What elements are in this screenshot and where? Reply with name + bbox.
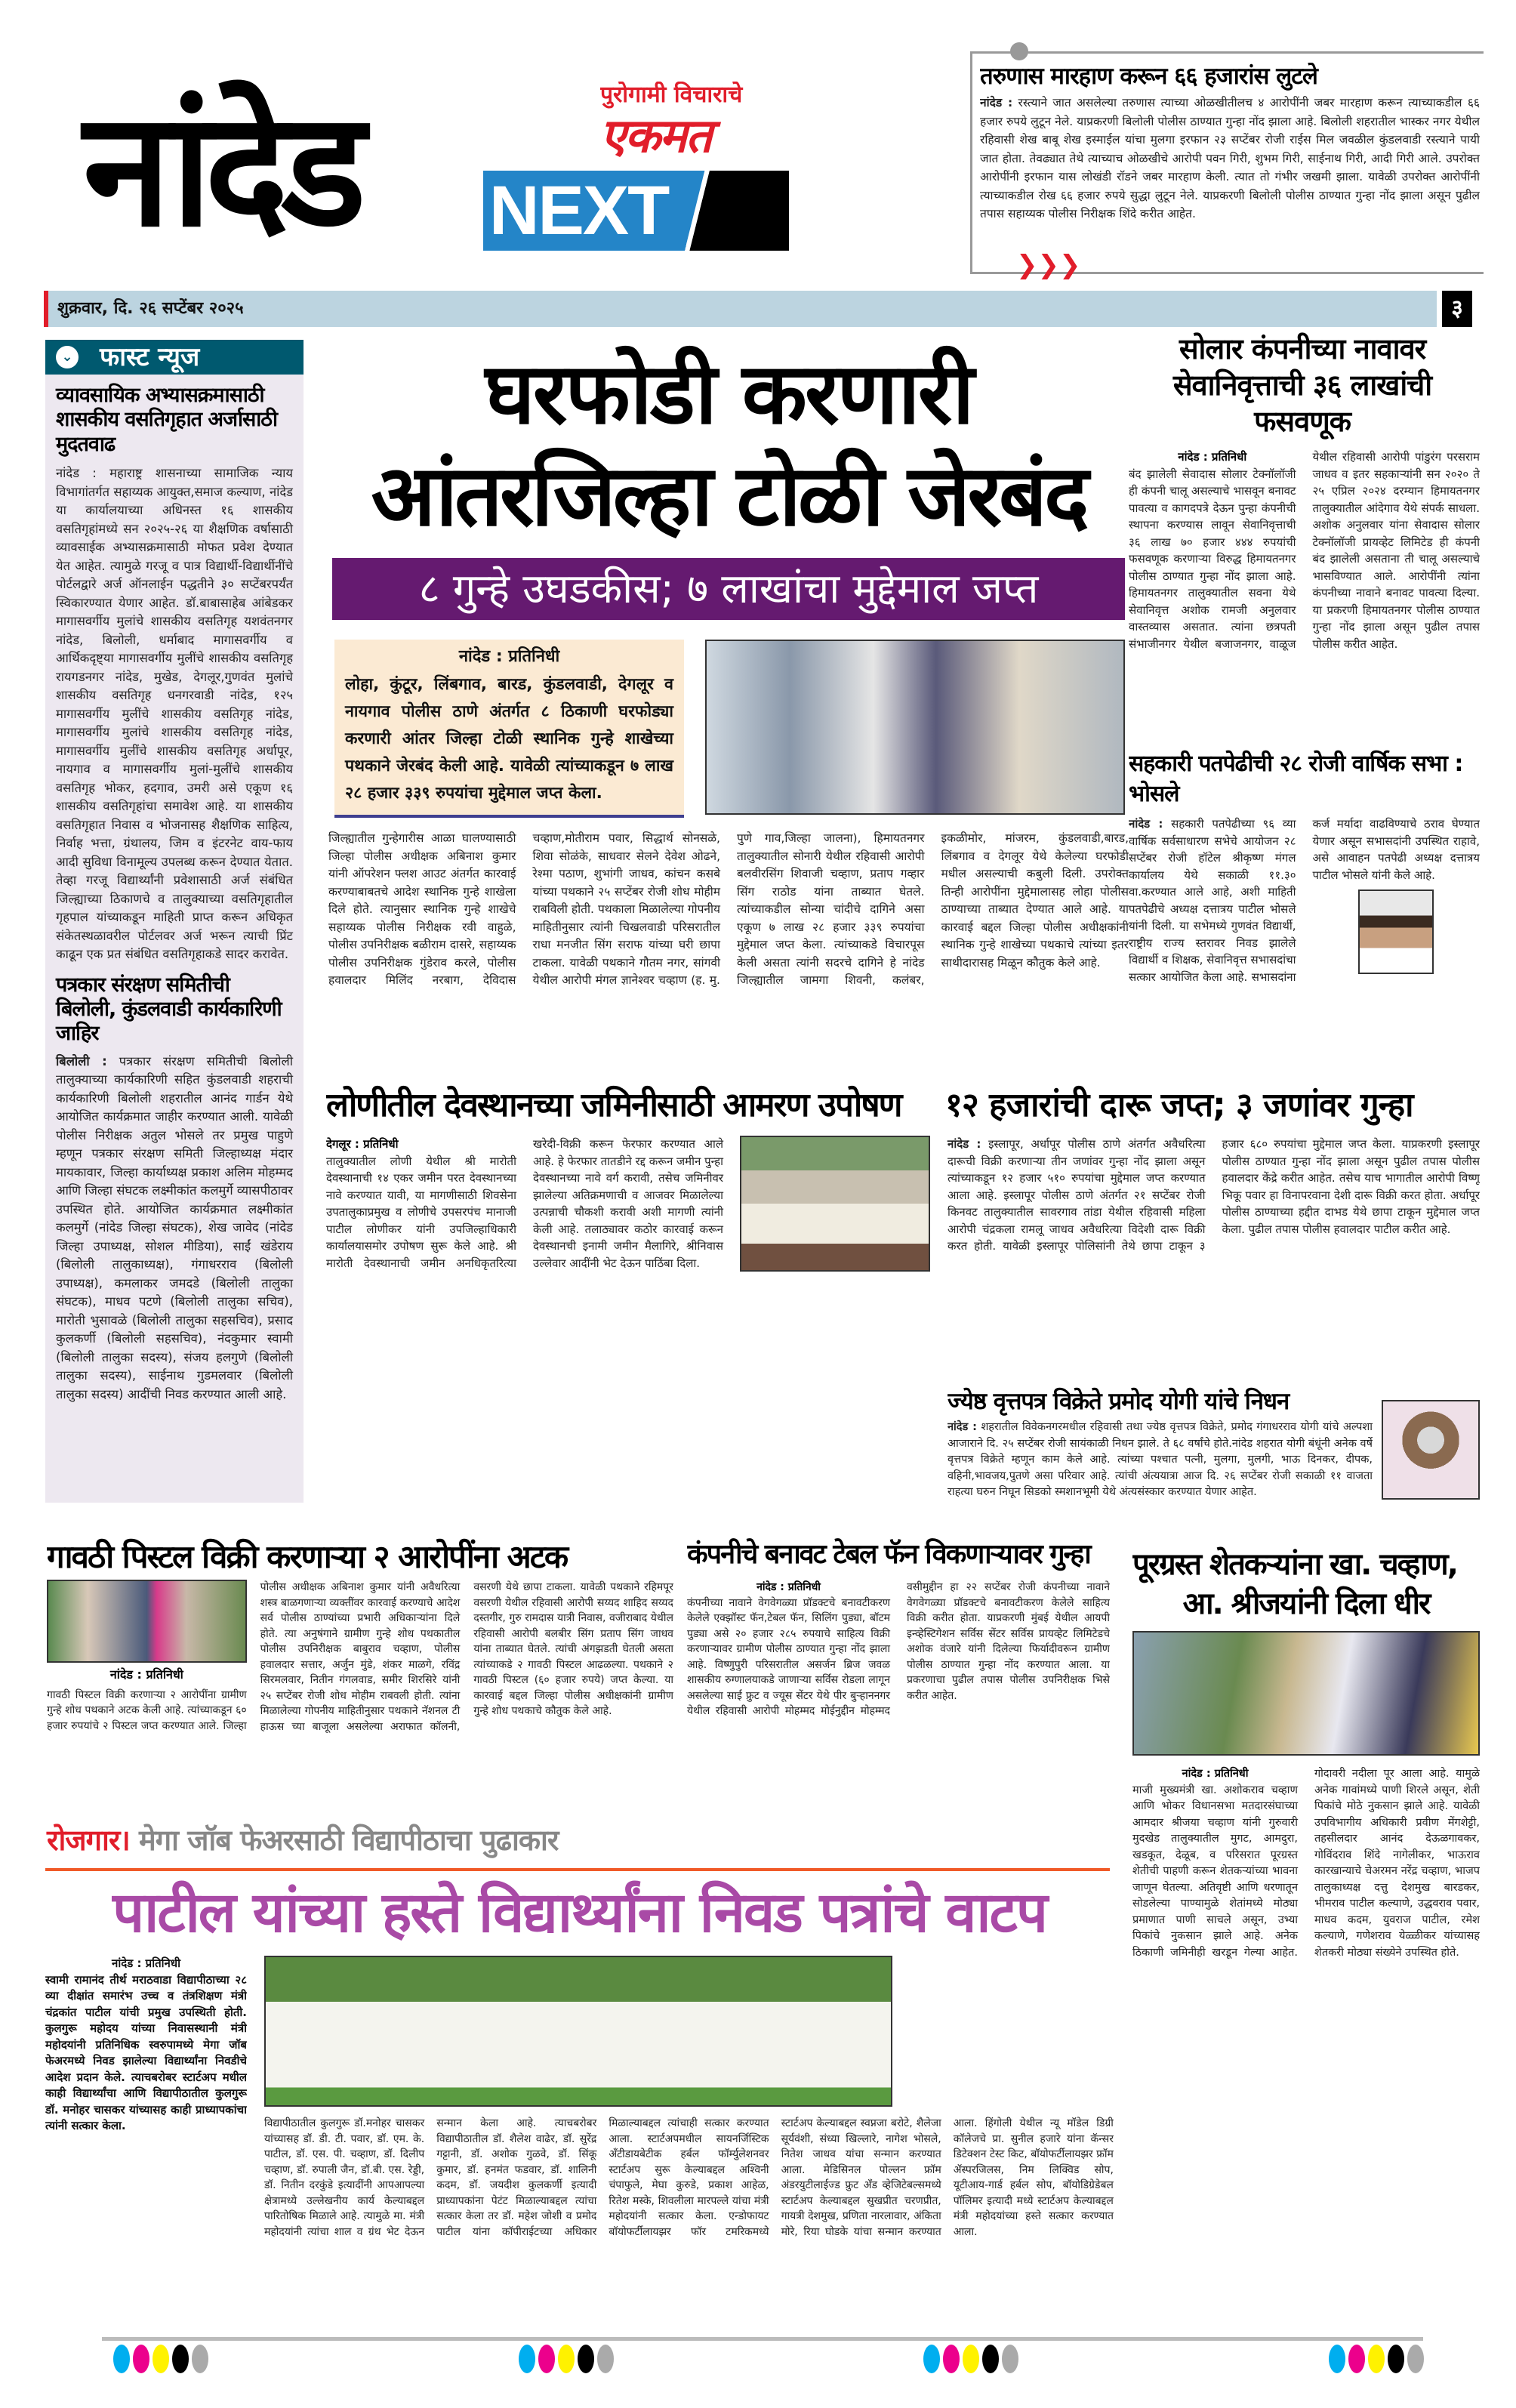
double-chevron-down-icon: ⌄: [56, 346, 79, 368]
fast-news-body-1: नांदेड : महाराष्ट्र शासनाच्या सामाजिक न्याय विभागांतर्गत सहाय्यक आयुक्त,समाज कल्याण, नांदेड या कार्यालयाच्या अधिनस्त १६ शासकीय वसतिगृहांमध्ये सन २०२५-२६ या शैक्षणिक वर्षासाठी व्यावसाईक अभ्यासक्रमासाठी मोफत प्रवेश देण्यात येत आहेत. त्यामुळे गरजू व पात्र विद्यार्थी-विद्यार्थीनींचे पोर्टलद्वारे अर्ज ऑनलाईन पद्धतीने ३० सप्टेंबरपर्यंत स्विकारण्यात येणार आहेत. डॉ.बाबासाहेब आंबेडकर मागासवर्गीय मुलांचे शासकीय वसतिगृह यशवंतनगर नांदेड, बिलोली, धर्माबाद मागासवर्गीय व आर्थिकदृष्ट्या मागासवर्गीय मुलींचे शासकीय वसतिगृह रायगडनगर नांदेड, मुखेड, देगलूर,गुणवंत मुलांचे शासकीय वसतिगृह धनगरवाडी नांदेड, १२५ मागासवर्गीय मुलींचे शासकीय वसतिगृह नांदेड, मागासवर्गीय मुलांचे शासकीय वसतिगृह नांदेड, मागासवर्गीय मुलींचे शासकीय वसतिगृह अर्धापूर, नायगाव व मागासवर्गीय मुलां-मुलींचे शासकीय वसतिगृह भोकर, हदगाव, उमरी असे एकूण १६ शासकीय वसतिगृहांचा समावेश आहे. या शासकीय वसतिगृहात निवास व भोजनासह शैक्षणिक साहित्य, निर्वाह भत्ता, ग्रंथालय, जिम व इंटरनेट वाय-फाय आदी सुविधा विनामूल्य उपलब्ध करून देण्यात येतात. तेव्हा गरजू विद्यार्थ्यांनी प्रवेशासाठी अर्ज संबंधित जिल्ह्याच्या ठिकाणचे व तालुक्याच्या वसतिगृहातील गृहपाल यांच्याकडून माहिती प्राप्त करून अधिकृत संकेतस्थळावरील पोर्टलवर अर्ज भरून त्याची प्रिंट काढून एक प्रत संबंधित वसतिगृहाकडे सादर करावेत.: [56, 466, 293, 962]
pistol-story: [47, 1537, 673, 1805]
box-pin: [1010, 42, 1028, 60]
masthead-logo: [83, 72, 476, 268]
rojgar-intro-text: स्वामी रामानंद तीर्थ मराठवाडा विद्यापीठाच्या २८ व्या दीक्षांत समारंभ उच्च व तंत्रशिक्षण मंत्री चंद्रकांत पाटील यांची प्रमुख उपस्थिती होती. कुलगुरू महोदय यांच्या निवासस्थानी मंत्री महोदयांनी प्रतिनिधिक स्वरुपामध्ये मेगा जॉब फेअरमध्ये निवड झालेल्या विद्यार्थ्यांना निवडीचे आदेश प्रदान केले. त्याचबरोबर स्टार्टअप मधील काही विद्यार्थ्यांचा आणि विद्यापीठातील कुलगुरू डॉ. मनोहर चासकर यांच्यासह काही प्राध्यापकांचा त्यांनी सत्कार केला.: [45, 1972, 247, 2132]
lead-subhead: ८ गुन्हे उघडकीस; ७ लाखांचा मुद्देमाल जप्त: [418, 565, 1039, 612]
lead-summary-box: [334, 640, 684, 818]
loni-body: [326, 1136, 930, 1501]
top-news-body: [980, 94, 1480, 251]
yogi-dateline: नांदेड :: [948, 1421, 977, 1433]
daru-headline: १२ हजारांची दारू जप्त; ३ जणांवर गुन्हा: [945, 1086, 1413, 1124]
lead-summary: लोहा, कुंटूर, लिंबगाव, बारड, कुंडलवाडी, देगलूर व नायगाव पोलीस ठाणे अंतर्गत ८ ठिकाणी घरफोड्या करणारी आंतर जिल्हा टोळी स्थानिक गुन्हे शाखेच्या पथकाने जेरबंद केली आहे. यावेळी त्यांच्याकडून ७ लाख २८ हजार ३३९ रुपयांचा मुद्देमाल जप्त केला.: [345, 675, 673, 803]
solar-story: [1125, 331, 1480, 742]
dateline: बिलोली :: [56, 1053, 107, 1068]
lead-summary-row: [334, 640, 1125, 818]
daru-body: [945, 1136, 1480, 1379]
fast-news-text-2: पत्रकार संरक्षण समितीची बिलोली तालुक्याच्या कार्यकारिणी सहित कुंडलवाडी शहराची कार्यकारिणी बिलोली शहरातील आनंद गार्डन येथे आयोजित कार्यक्रमात जाहीर करण्यात आली. यावेळी पोलीस निरीक्षक अतुल भोसले तर प्रमुख पाहुणे म्हणून पत्रकार संरक्षण समिती जिल्हाध्यक्ष मंदार मायकावार, जिल्हा कार्याध्यक्ष प्रकाश अलिम मोहम्मद आणि जिल्हा संघटक लक्ष्मीकांत कलमुर्गे व्यासपीठावर उपस्थित होते. आयोजित कार्यक्रमात लक्ष्मीकांत कलमुर्गे (नांदेड जिल्हा संघटक), शेख जावेद (नांदेड जिल्हा उपाध्यक्ष, सोशल मीडिया), साईं खंडेराय (बिलोली तालुकाध्यक्ष), गंगाधरराव (बिलोली उपाध्यक्ष), कमलाकर जमदडे (बिलोली तालुका संघटक), माधव पटणे (बिलोली तालुका सचिव), मारोती भुसावळे (बिलोली तालुका सहसचिव), प्रसाद कुलकर्णी (बिलोली सहसचिव), नंदकुमार स्वामी (बिलोली तालुका सदस्य), संजय हलगुणे (बिलोली तालुका सदस्य), साईनाथ गुडमलवार (बिलोली तालुका सदस्य) आदींची निवड करण्यात आली आहे.: [56, 1053, 293, 1401]
fan-body: [687, 1580, 1110, 1805]
rojgar-story: [45, 1821, 1114, 2331]
pistol-text: गावठी पिस्टल विक्री करणाऱ्या २ आरोपींना ग्रामीण गुन्हे शोध पथकाने अटक केली आहे. त्यांच्याकडून ६० हजार रुपयांचे २ पिस्टल जप्त करण्यात आले. जिल्हा पोलीस अधीक्षक अबिनाश कुमार यांनी अवैधरित्या शस्त्र बाळगणाऱ्या व्यक्तींवर कारवाई करण्याचे आदेश सर्व पोलीस ठाण्यांच्या प्रभारी अधिकाऱ्यांना दिले होते. त्या अनुषंगाने ग्रामीण गुन्हे शोध पथकातील पोलीस उपनिरीक्षक बाबुराव चव्हाण, पोलीस हवालदार सत्तार, अर्जुन मुंडे, शंकर माळगे, रविंद्र सिरमलवार, नितीन गंगलवाड, समीर शिरसिरे यांनी २५ सप्टेंबर रोजी शोध मोहीम राबवली होती. त्यांना मिळालेल्या गोपनीय माहितीनुसार पथकाने नॅशनल टी हाऊस च्या बाजूला असलेल्या अराफात कॉलनी, वसरणी येथे छापा टाकला. यावेळी पथकाने रहिमपूर वसरणी येथील रहिवासी आरोपी सय्यद शाहिद सय्यद दस्तगीर, गुरु रामदास यात्री निवास, वजीराबाद येथील रहिवासी आरोपी बलबीर सिंग प्रताप सिंग जाधव यांना ताब्यात घेतले. त्यांची अंगझडती घेतली असता त्यांच्याकडे २ गावठी पिस्टल आढळल्या. पथकाने २ गावठी पिस्टल (६० हजार रुपये) जप्त केल्या. या कारवाई बद्दल जिल्हा पोलीस अधीक्षकांनी ग्रामीण गुन्हे शोध पथकाचे कौतुक केले आहे.: [47, 1581, 673, 1733]
top-news-headline: तरुणास मारहाण करून ६६ हजारांस लुटले: [980, 63, 1317, 90]
solar-body: [1125, 449, 1480, 742]
top-news-box: [970, 51, 1484, 280]
lead-headline-line2: आंतरजिल्हा टोळी जेरबंद: [371, 447, 1086, 545]
top-news-dateline: नांदेड :: [980, 96, 1013, 110]
masthead-brand-stack: [600, 82, 789, 166]
lead-headline-line1: घरफोडी करणारी: [485, 345, 972, 443]
fast-news-title: फास्ट न्यूज: [100, 342, 200, 372]
page-number: ३: [1442, 291, 1472, 327]
masthead-paper-name: एकमत: [600, 108, 711, 163]
loni-photo: [740, 1136, 930, 1272]
pistol-headline: गावठी पिस्टल विक्री करणाऱ्या २ आरोपींना अटक: [47, 1538, 568, 1575]
solar-headline-line2: सेवानिवृत्ताची ३६ लाखांची फसवणूक: [1172, 368, 1432, 438]
pistol-body: [47, 1580, 673, 1805]
cmyk-mark: [1329, 2345, 1427, 2376]
fast-news-header: [45, 340, 304, 375]
rojgar-headline: पाटील यांच्या हस्ते विद्यार्थ्यांना निवड पत्रांचे वाटप: [112, 1880, 1046, 1945]
yogi-row: [948, 1386, 1480, 1522]
rojgar-dateline: नांदेड : प्रतिनिधी: [112, 1956, 180, 1970]
loni-story: [326, 1084, 930, 1501]
fast-news-column: [45, 340, 304, 1503]
fast-news-headline-2: पत्रकार संरक्षण समितीची बिलोली, कुंडलवाडी कार्यकारिणी जाहिर: [56, 973, 282, 1046]
rojgar-divider: [45, 1868, 1110, 1871]
loni-text: तालुक्यातील लोणी येथील श्री मारोती देवस्थानाची १४ एकर जमीन परत देवस्थानच्या नावे करण्यात यावी, या मागणीसाठी शिवसेना उपतालुकाप्रमुख व लोणीचे उपसरपंच मानाजी पाटील लोणीकर यांनी उपजिल्हाधिकारी कार्यालयासमोर उपोषण सुरू केले आहे. श्री मारोती देवस्थानाची जमीन अनधिकृतरित्या खरेदी-विक्री करून फेरफार करण्यात आले आहे. हे फेरफार तातडीने रद्द करून जमीन पुन्हा देवस्थानच्या नावे वर्ग करावी, तसेच जमिनीवर झालेल्या अतिक्रमणाची व आजवर मिळालेल्या उत्पन्नाची चौकशी करावी अशी मागणी त्यांनी केली आहे. तलाठ्यावर कठोर कारवाई करून देवस्थानची इनामी जमीन मैलागिरे, श्रीनिवास उल्लेवार आदींनी भेट देऊन पाठिंबा दिला.: [326, 1137, 723, 1270]
rojgar-group-photo: [264, 1956, 892, 2107]
yogi-text: शहरातील विवेकनगरमधील रहिवासी तथा ज्येष्ठ वृत्तपत्र विक्रेते, प्रमोद गंगाधरराव योगी यांचे अल्पशा आजाराने दि. २५ सप्टेंबर रोजी सायंकाळी निधन झाले. ते ६८ वर्षांचे होते.नांदेड शहरात योगी बंधूंनी अनेक वर्षे वृत्तपत्र विक्रेते म्हणून काम केले आहे. त्यांच्या पश्चात पत्नी, मुलगा, मुलगी, भाऊ दिनकर, दीपक, वहिनी,भावजय,पुतणे असा परिवार आहे. त्यांची अंत्ययात्रा आज दि. २६ सप्टेंबर रोजी सकाळी ११ वाजता राहत्या घरुन निघून सिडको स्मशानभूमी येथे अंत्यसंस्कार करण्यात येणार आहेत.: [948, 1421, 1373, 1498]
rojgar-kicker: [45, 1821, 1114, 1859]
solar-text: बंद झालेली सेवादास सोलार टेक्नॉलॉजी ही कंपनी चालू असल्याचे भासवून बनावट पावत्या व कागदपत्रे देऊन पुन्हा कंपनीची स्थापना करण्यास लावून सेवानिवृत्ताची ३६ लाख ७० हजार ४४४ रुपयांची फसवणूक करणाऱ्या विरुद्ध हिमायतनगर पोलीस ठाण्यात गुन्हा नोंद झाला आहे. हिमायतनगर तालुक्यातील सवना येथे सेवानिवृत्त अशोक रामजी अनुलवार वास्तव्यास असतात. त्यांना छत्रपती संभाजीनगर येथील बजाजनगर, वाळूज येथील रहिवासी आरोपी पांडुरंग परसराम जाधव व इतर सहकाऱ्यांनी सन २०२० ते २५ एप्रिल २०२४ दरम्यान हिमायतनगर तालुक्यातील आंदेगाव येथे संपर्क साधला. अशोक अनुलवार यांना सेवादास सोलार टेक्नॉलॉजी प्रायव्हेट लिमिटेड ही कंपनी बंद झालेली असताना ती चालू असल्याचे भासविण्यात आले. आरोपींनी त्यांना कंपनीच्या नावाने बनावट पावत्या दिल्या. या प्रकरणी हिमायतनगर पोलीस ठाण्यात गुन्हा नोंद झाला असून पुढील तपास पोलीस करीत आहेत.: [1129, 450, 1480, 651]
lead-body: जिल्ह्यातील गुन्हेगारीस आळा घालण्यासाठी जिल्हा पोलीस अधीक्षक अबिनाश कुमार यांनी ऑपरेशन फ्लश आउट अंतर्गत कारवाई करण्याबाबतचे आदेश स्थानिक गुन्हे शाखेला दिले होते. त्यानुसार स्थानिक गुन्हे शाखेचे सहाय्यक पोलीस निरीक्षक रवी वाहुळे, पोलीस उपनिरीक्षक बळीराम दासरे, सहाय्यक पोलीस उपनिरीक्षक गुंडेराव करले, पोलीस हवालदार मिलिंद नरबाग, देविदास चव्हाण,मोतीराम पवार, सिद्धार्थ सोनसळे, शिवा सोळंके, साधवार सेलने देवेश ओढने, रेश्मा पठाण, शुभांगी जाधव, कांचन कसबे यांच्या पथकाने २५ सप्टेंबर रोजी शोध मोहीम राबविली होती. पथकाला मिळालेल्या गोपनीय माहितीनुसार त्यांनी चिखलवाडी परिसरातील राधा मनजीत सिंग सराफ यांच्या घरी छापा टाकला. यावेळी पथकाने गौतम नगर, सांगवी येथील आरोपी मंगल ज्ञानेश्वर चव्हाण (ह. मु. पुणे गाव,जिल्हा जालना), हिमायतनगर तालुक्यातील सोनारी येथील रहिवासी आरोपी बलवीरसिंग शिवाजी चव्हाण, प्रताप गव्हार सिंग राठोड यांना ताब्यात घेतले. त्यांच्याकडील सोन्या चांदीचे दागिने असा एकूण ७ लाख २८ हजार ३३९ रुपयांचा मुद्देमाल जप्त केला. त्यांच्याकडे विचारपूस केली असता त्यांनी सदरचे दागिने हे नांदेड जिल्ह्यातील जामगा शिवनी, कलंबर, इकळीमोर, मांजरम, कुंडलवाडी,बारड, लिंबगाव व देगलूर येथे केलेल्या घरफोडी मधील असल्याची कबुली दिली. उपरोक्त तिन्ही आरोपींना मुद्देमालासह लोहा पोलीस ठाण्याच्या ताब्यात देण्यात आले आहे. या कारवाई बद्दल जिल्हा पोलीस अधीक्षकांनी स्थानिक गुन्हे शाखेच्या पथकाचे त्यांच्या इतर साथीदारासह मिळून कौतुक केले आहे.: [328, 831, 1129, 987]
fan-dateline: नांदेड : प्रतिनिधी: [756, 1581, 821, 1593]
pistol-photo: [47, 1580, 247, 1663]
flood-text: माजी मुख्यमंत्री खा. अशोकराव चव्हाण आणि भोकर विधानसभा मतदारसंघाच्या आमदार श्रीजया चव्हाण यांनी गुरुवारी मुदखेड तालुक्यातील मुगट, आमदुरा, खडकूत, देळूब, व परिसरात पूरग्रस्त शेतीची पाहणी करून शेतकऱ्यांच्या भावना जाणून घेतल्या. अतिवृष्टी आणि धरणातून सोडलेल्या पाण्यामुळे शेतांमध्ये मोठ्या प्रमाणात पाणी साचले असून, उभ्या पिकांचे नुकसान झाले आहे. अनेक ठिकाणी जमिनीही खरडून गेल्या आहेत. गोदावरी नदीला पूर आला आहे. यामुळे अनेक गावांमध्ये पाणी शिरले असून, शेती पिकांचे मोठे नुकसान झाले आहे. यावेळी उपविभागीय अधिकारी प्रवीण मेंगशेट्टी, तहसीलदार आनंद देऊळगावकर, गोविंदराव शिंदे नागेलीकर, भाऊराव कारखान्याचे चेअरमन नरेंद्र चव्हाण, भाजप तालुकाध्यक्ष दत्तु देशमुख बारडकर, भीमराव पाटील कल्याणे, उद्धवराव पवार, माधव कदम, युवराज पाटील, रमेश कल्याणे, गणेशराव येळ्ळीकर यांच्यासह शेतकरी मोठ्या संख्येने उपस्थित होते.: [1132, 1768, 1480, 1959]
fan-headline: कंपनीचे बनावट टेबल फॅन विकणाऱ्यावर गुन्हा: [687, 1539, 1090, 1570]
top-news-stack: [980, 63, 1480, 251]
sahakari-text: सहकारी पतपेढीच्या ९६ व्या वार्षिक सर्वसाधारण सभेचे आयोजन २८ सप्टेंबर रोजी हॉटेल श्रीकृष्ण मंगल कार्यालय येथे सकाळी ११.३० वा.करण्यात आले आहे, अशी माहिती पतपेढीचे अध्यक्ष दत्तात्रय पाटील भोसले यांनी दिली. या सभेमध्ये गुणवंत विद्यार्थी, राष्ट्रीय राज्य स्तरावर निवड झालेले विद्यार्थी व शिक्षक, सेवानिवृत्त सभासदांचा सत्कार आयोजित केला आहे. सभासदांना कर्ज मर्यादा वाढविण्याचे ठराव घेण्यात येणार असून सभासदांनी उपस्थित राहावे, असे आवाहन पतपेढी अध्यक्ष दत्तात्रय पाटील भोसले यांनी केले आहे.: [1129, 817, 1480, 984]
flood-body: [1132, 1766, 1480, 2330]
daru-story: [945, 1084, 1480, 1379]
next-logo: [483, 171, 789, 251]
daru-dateline: नांदेड :: [948, 1137, 981, 1151]
issue-date: शुक्रवार, दि. २६ सप्टेंबर २०२५: [57, 299, 244, 318]
flood-headline-line2: आ. श्रीजयांनी दिला धीर: [1182, 1586, 1430, 1621]
daru-text: इस्लापूर, अर्धापूर पोलीस ठाणे अंतर्गत अवैधरित्या दारूची विक्री करणाऱ्या तीन जणांवर गुन्हा नोंद झाला असून त्यांच्याकडून १२ हजार ५१० रुपयांचा मुद्देमाल जप्त करण्यात आला आहे. इस्लापूर पोलीस ठाणे अंतर्गत २१ सप्टेंबर रोजी किनवट तालुक्यातील सावरगाव तांडा येथील रहिवासी महिला आरोपी चंद्रकला रामलू जाधव अवैधरित्या विदेशी दारू विक्री करत होती. यावेळी इस्लापूर पोलिसांनी तेथे छापा टाकून ३ हजार ६८० रुपयांचा मुद्देमाल जप्त केला. याप्रकरणी इस्लापूर पोलीस ठाण्यात गुन्हा नोंद झाला असून पुढील तपास पोलीस हवालदार केंद्रे करीत आहेत. तसेच याच भागातील आरोपी विष्णू भिकू पवार हा विनापरवाना देशी दारू विक्री करत होता. अर्धापूर पोलीस ठाण्याच्या हद्दीत दाभड येथे छापा टाकून मुद्देमाल जप्त केला. पुढील तपास पोलीस हवालदार पाटील करीत आहे.: [948, 1137, 1480, 1253]
pistol-dateline: नांदेड : प्रतिनिधी: [109, 1667, 183, 1682]
rojgar-columns: [45, 1956, 1114, 2331]
fan-text: कंपनीच्या नावाने वेगवेगळ्या प्रॉडक्टचे बनावटीकरण केलेले एक्झॉस्ट फॅन,टेबल फॅन, सिलिंग पुड्या, बॉटम पुड्या असे २० हजार २८५ रुपयाचे साहित्य विक्री करणाऱ्यावर ग्रामीण पोलीस ठाण्यात गुन्हा नोंद झाला आहे. विष्णुपुरी परिसरातील असर्जन ब्रिज जवळ शासकीय रुग्णालयाकडे जाणाऱ्या सर्विस रोडला लागून असलेल्या साई फ्रुट व ज्यूस सेंटर येथे पीर बुऱ्हाननगर येथील रहिवासी आरोपी मोहम्मद मोईनुद्दीन मोहम्मद वसीमुद्दीन हा २२ सप्टेंबर रोजी कंपनीच्या नावाने वेगवेगळ्या प्रॉडक्टचे बनावटीकरण केलेले साहित्य विक्री करीत होता. याप्रकरणी मुंबई येथील आयपी इन्व्हेस्टिगेशन सर्विस सेंटर सर्विस प्रायव्हेट लिमिटेडचे अशोक वंजारे यांनी दिलेल्या फिर्यादीवरून ग्रामीण पोलीस ठाण्यात गुन्हा नोंद करण्यात आला. या प्रकरणाचा पुढील तपास पोलीस उपनिरीक्षक भिसे करीत आहेत.: [687, 1581, 1110, 1717]
rojgar-label: रोजगार।: [47, 1824, 130, 1857]
rojgar-body: विद्यापीठातील कुलगुरू डॉ.मनोहर चासकर यांच्यासह डॉ. डी. टी. पवार, डॉ. एम. के. पाटील, डॉ. एस. पी. चव्हाण, डॉ. दिलीप चव्हाण, डॉ. रुपाली जैन, डॉ.बी. एस. रेड्डी, डॉ. नितीन दरकुंडे इत्यादींनी आपआपल्या क्षेत्रामध्ये उल्लेखनीय कार्य केल्याबद्दल पारितोषिक मिळाले आहे. त्यामुळे मा. मंत्री महोदयांनी त्यांचा शाल व ग्रंथ भेट देऊन सन्मान केला आहे. त्याचबरोबर विद्यापीठातील डॉ. शैलेश वाढेर, डॉ. सुरेंद्र गट्टानी, डॉ. अशोक गुळवे, डॉ. सिंकू कुमार, डॉ. हनमंत फडवार, डॉ. शालिनी कदम, डॉ. जयदीश कुलकर्णी इत्यादी प्राध्यापकांना पेटंट मिळाल्याबद्दल त्यांचा सत्कार केला तर डॉ. महेश जोशी व प्रमोद पाटील यांना कॉपीराईटच्या अधिकार मिळाल्याबद्दल त्यांचाही सत्कार करण्यात आला. स्टार्टअपमधील सायनर्जिस्टिक ॲंटीडायबेटीक हर्बल फॉर्म्युलेशनवर स्टार्टअप सुरू केल्याबद्दल अश्विनी चंपाफुले, मेघा कुरुडे, प्रकाश आहेळ, रितेश मस्के, शिवलीला मारपल्ले यांचा मंत्री महोदयांनी सत्कार केला. एन्डोफायट बॉयोफर्टीलायझर फॉर टमरिकमध्ये स्टार्टअप केल्याबद्दल स्वप्नजा बरोटे, शैलेजा सूर्यवंशी, संध्या खिल्लारे, नागेश भोसले, नितेश जाधव यांचा सन्मान करण्यात आला. मेडिसिनल पोल्लन फ्रॉम अंडरयुटीलाईज्ड फ्रुट ॲंड व्हेजिटेबल्समध्ये स्टार्टअप केल्याबद्दल सुखप्रीत चरणप्रीत, गायत्री देशमुख, प्रणिता नारलावार, अंकिता मोरे, रिया घोडके यांचा सन्मान करण्यात आला. हिंगोली येथील न्यू मॉडेल डिग्री कॉलेजचे प्रा. सुनील हजारे यांना कॅन्सर डिटेक्शन टेस्ट किट, बॉयोफर्टीलायझर फ्रॉम ॲस्परजिलस, निम लिक्विड सोप, यूटीआय-गार्ड हर्बल सोप, बॉयोडिग्रेडेबल पॉलिमर इत्यादी मध्ये स्टार्टअप केल्याबद्दल मंत्री महोदयांच्या हस्ते सत्कार करण्यात आला.: [264, 2117, 1114, 2238]
print-registration-divider: [102, 2337, 1423, 2341]
lead-photo: [705, 640, 1125, 815]
lead-subhead-band: [332, 558, 1125, 620]
loni-dateline: देगलूर : प्रतिनिधी: [326, 1137, 399, 1151]
cmyk-mark: [113, 2345, 211, 2376]
flood-dateline: नांदेड : प्रतिनिधी: [1182, 1768, 1249, 1780]
fast-news-headline-1: व्यावसायिक अभ्यासक्रमासाठी शासकीय वसतिगृहात अर्जासाठी मुदतवाढ: [56, 384, 277, 456]
sahakari-body: [1129, 816, 1480, 1057]
cmyk-mark: [923, 2345, 1021, 2376]
yogi-body: [948, 1420, 1373, 1522]
date-bar: [44, 291, 1437, 327]
bhosale-photo: [1358, 890, 1434, 974]
top-news-text: रस्त्याने जात असलेल्या तरुणास त्याच्या ओळखीतीलच ४ आरोपींनी जबर मारहाण करून त्याच्याकडील ६६ हजार रुपये लुटून नेले. याप्रकरणी बिलोली पोलीस ठाण्यात गुन्हा नोंद झाला आहे. बिलोली शहरातील भास्कर नगर येथील रहिवासी शेख बाबू शेख इस्माईल यांचा मुलगा इरफान २३ सप्टेंबर रोजी राईस मिल जवळील कुंडलवाडी रस्त्याने पायी जात होता. तेवढ्यात तेथे त्याच्याच ओळखीचे आरोपी पवन गिरी, शुभम गिरी, साईनाथ गिरी, आदी गिरी आले. उपरोक्त आरोपींनी इरफान यास लोखंडी रॉडने जबर मारहाण केली. त्यात तो गंभीर जखमी झाला. यावेळी उपरोक्त आरोपींनी त्याच्याकडील रोख ६६ हजार रुपये सुद्धा लुटून नेले. याप्रकरणी बिलोली पोलीस ठाण्यात गुन्हा नोंद झाला असून पुढील तपास सहाय्यक पोलीस निरीक्षक शिंदे करीत आहेत.: [980, 96, 1480, 221]
masthead-city: नांदेड: [83, 77, 359, 262]
sahakari-story: [1129, 749, 1480, 1057]
masthead-tagline: पुरोगामी विचाराचे: [600, 82, 743, 108]
next-logo-text: NEXT: [489, 172, 669, 249]
arrows-icon: ❯❯❯: [1016, 250, 1081, 280]
sahakari-dateline: नांदेड :: [1129, 817, 1163, 831]
flood-story: [1132, 1545, 1480, 2330]
solar-headline-line1: सोलार कंपनीच्या नावावर: [1179, 332, 1426, 365]
sahakari-headline: सहकारी पतपेढीची २८ रोजी वार्षिक सभा : भोसले: [1129, 751, 1463, 807]
solar-dateline: नांदेड : प्रतिनिधी: [1178, 450, 1247, 464]
yogi-headline: ज्येष्ठ वृत्तपत्र विक्रेते प्रमोद योगी यांचे निधन: [948, 1388, 1290, 1415]
yogi-story: [948, 1386, 1480, 1522]
yogi-photo: [1382, 1400, 1480, 1500]
rojgar-subhead: मेगा जॉब फेअरसाठी विद्यापीठाचा पुढाकार: [139, 1824, 559, 1857]
fan-story: [687, 1537, 1110, 1805]
loni-headline: लोणीतील देवस्थानच्या जमिनीसाठी आमरण उपोषण: [326, 1086, 901, 1124]
lead-story: [325, 344, 1132, 1061]
lead-dateline: नांदेड : प्रतिनिधी: [458, 647, 560, 666]
color-registration-marks: [113, 2345, 1427, 2376]
fast-news-body-2: [56, 1053, 293, 1404]
flood-headline-line1: पूरग्रस्त शेतकऱ्यांना खा. चव्हाण,: [1132, 1547, 1457, 1582]
rojgar-intro: [45, 1956, 247, 2331]
flood-photo: [1132, 1631, 1480, 1756]
cmyk-mark: [519, 2345, 617, 2376]
